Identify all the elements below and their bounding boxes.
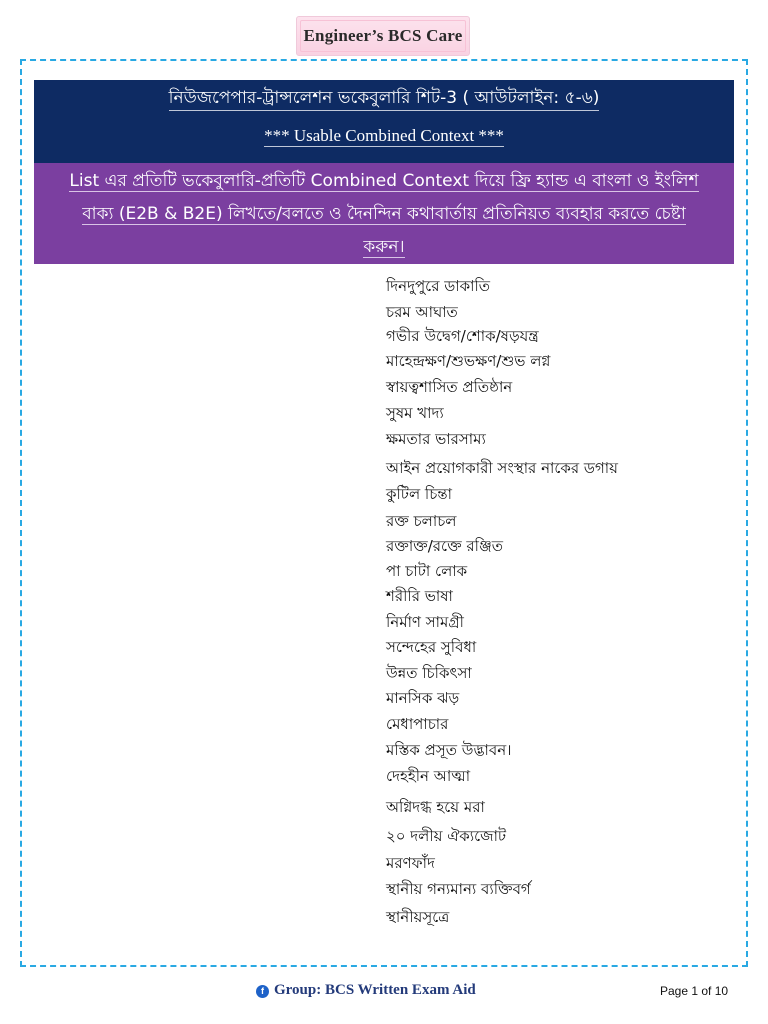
list-item: সুষম খাদ্য [386, 404, 444, 422]
instruction-line-1: List এর প্রতিটি ভকেবুলারি-প্রতিটি Combined Context দিয়ে ফ্রি হ্যান্ড এ বাংলা ও ইংলিশ [69, 171, 699, 191]
facebook-icon: f [256, 985, 269, 998]
list-item: শরীরি ভাষা [386, 587, 453, 605]
list-item: দিনদুপুরে ডাকাতি [386, 277, 491, 295]
list-item: নির্মাণ সামগ্রী [386, 613, 464, 631]
logo-text: Engineer’s BCS Care [303, 26, 463, 45]
list-item: মেধাপাচার [386, 715, 449, 733]
sheet-subtitle: *** Usable Combined Context *** [264, 126, 504, 145]
list-item: গভীর উদ্বেগ/শোক/ষড়যন্ত্র [386, 327, 539, 345]
group-link[interactable]: Group: BCS Written Exam Aid [274, 982, 476, 998]
sheet-title: নিউজপেপার-ট্রান্সলেশন ভকেবুলারি শিট-3 ( আউটলাইন: ৫-৬) [34, 85, 734, 113]
list-item: উন্নত চিকিৎসা [386, 664, 472, 682]
instruction-line-2: বাক্য (E2B & B2E) লিখতে/বলতে ও দৈনন্দিন কথাবার্তায় প্রতিনিয়ত ব্যবহার করতে চেষ্টা [82, 204, 686, 224]
page-footer [0, 982, 768, 1006]
list-item: রক্তাক্ত/রক্তে রঞ্জিত [386, 537, 504, 555]
list-item: চরম আঘাত [386, 303, 458, 321]
list-item: রক্ত চলাচল [386, 512, 457, 530]
instruction-block [34, 163, 734, 264]
list-item: কুটিল চিন্তা [386, 485, 452, 503]
list-item: সন্দেহের সুবিধা [386, 638, 477, 656]
list-item: মস্তিক প্রসূত উদ্ভাবন। [386, 741, 512, 759]
list-item: আইন প্রয়োগকারী সংস্থার নাকের ডগায় [386, 459, 618, 477]
brand-logo [296, 16, 470, 56]
list-item: ক্ষমতার ভারসাম্য [386, 430, 486, 448]
list-item: পা চাটা লোক [386, 562, 468, 580]
list-item: স্বায়ত্বশাসিত প্রতিষ্ঠান [386, 378, 513, 396]
list-item: মরণফাঁদ [386, 854, 435, 872]
list-item: অগ্নিদগ্ধ হয়ে মরা [386, 798, 485, 816]
list-item: দেহহীন আত্মা [386, 767, 471, 785]
sheet-title-block [34, 80, 734, 163]
instruction-line-3: করুন। [363, 237, 405, 257]
list-item: স্থানীয়সূত্রে [386, 908, 450, 926]
list-item: মাহেন্দ্রক্ষণ/শুভক্ষণ/শুভ লগ্ন [386, 352, 551, 370]
list-item: স্থানীয় গন্যমান্য ব্যক্তিবর্গ [386, 880, 531, 898]
page-number: Page 1 of 10 [660, 984, 729, 998]
list-item: মানসিক ঝড় [386, 689, 460, 707]
list-item: ২০ দলীয় ঐক্যজোট [386, 827, 507, 845]
